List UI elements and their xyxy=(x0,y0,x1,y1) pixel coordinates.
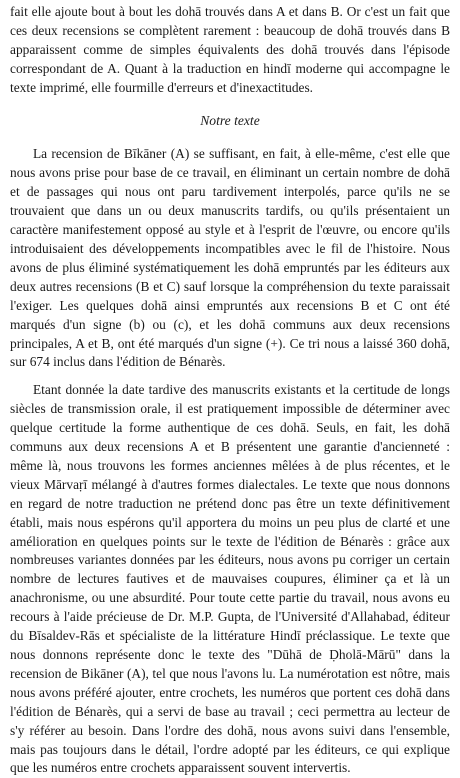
intro-paragraph: fait elle ajoute bout à bout les dohā trouvés dans A et dans B. Or c'est un fait que ces deux recensions se complètent rarement : beaucoup de dohā trouvés dans B apparaissent comme de simples équivalents des dohā trouvés dans l'épisode correspondant de A. Quant à la traduction en hindī moderne qui accompagne le texte imprimé, elle fourmille d'erreurs et d'inexactitudes. xyxy=(10,4,450,95)
body-paragraph: La recension de Bīkāner (A) se suffisant, en fait, à elle-même, c'est elle que nous avons prise pour base de ce travail, en éliminant un certain nombre de dohā et de passages qui nous ont paru tardivement interpolés, parce qu'ils ne se trouvaient que dans un ou deux manuscrits tardifs, ou qu'ils présentaient un caractère manifestement opposé au style et à l'esprit de l'œuvre, ou encore qu'ils introduisaient des développements incompatibles avec le fil de l'histoire. Nous avons de plus éliminé systématiquement les dohā empruntés par les éditeurs aux deux autres recensions (B et C) sauf lorsque la compréhension du texte paraissait l'exiger. Les quelques dohā ainsi empruntés aux recensions B et C ont été marqués d'un signe (b) ou (c), et les dohā communs aux deux recensions principales, A et B, ont été marqués d'un signe (+). Ce tri nous a laissé 360 dohā, sur 674 inclus dans l'édition de Bénarès. xyxy=(10,146,450,370)
body-paragraph: Etant donnée la date tardive des manuscrits existants et la certitude de longs siècles de transmission orale, il est pratiquement impossible de déterminer avec quelque certitude la forme authentique de ces dohā. Seuls, en fait, les dohā communs aux deux recensions A et B présentent une garantie d'ancienneté : même là, nous trouvons les formes anciennes mêlées à de plus récentes, et le vieux Mārvaṛī mélangé à d'autres formes dialectales. Le texte que nous donnons en regard de notre traduction ne prétend donc pas être un texte définitivement établi, mais nous espérons qu'il apportera du moins un peu plus de clarté et une amélioration en quelques points sur le texte de l'édition de Bénarès : grâce aux nombreuses variantes données par les éditeurs, nous avons pu corriger un certain nombre de lectures fautives et de mauvaises coupures, éliminer ça et là un anachronisme, ou une absurdité. Pour toute cette partie du travail, nous avons eu recours à l'aide précieuse de Dr. M.P. Gupta, de l'Université d'Allahabad, éditeur du Bīsaldev-Rās et spécialiste de la littérature Hindī préclassique. Le texte que nous donnons représente donc le texte des "Dūhā de Ḍholā-Mārū" dans la recension de Bikāner (A), tel que nous l'avons lu. La numérotation est nôtre, mais nous avons préféré ajouter, entre crochets, les numéros que portent ces dohā dans l'édition de Bénarès, qui a servi de base au travail ; ceci permettra au lecteur de s'y référer au besoin. Dans l'ordre des dohā, nous avons suivi dans l'ensemble, mais pas toujours dans le détail, l'ordre adopté par les éditeurs, ce qui explique que les numéros entre crochets apparaissent souvent intervertis. xyxy=(10,382,450,776)
paragraph-gap xyxy=(10,372,450,381)
section-heading: Notre texte xyxy=(200,112,260,128)
